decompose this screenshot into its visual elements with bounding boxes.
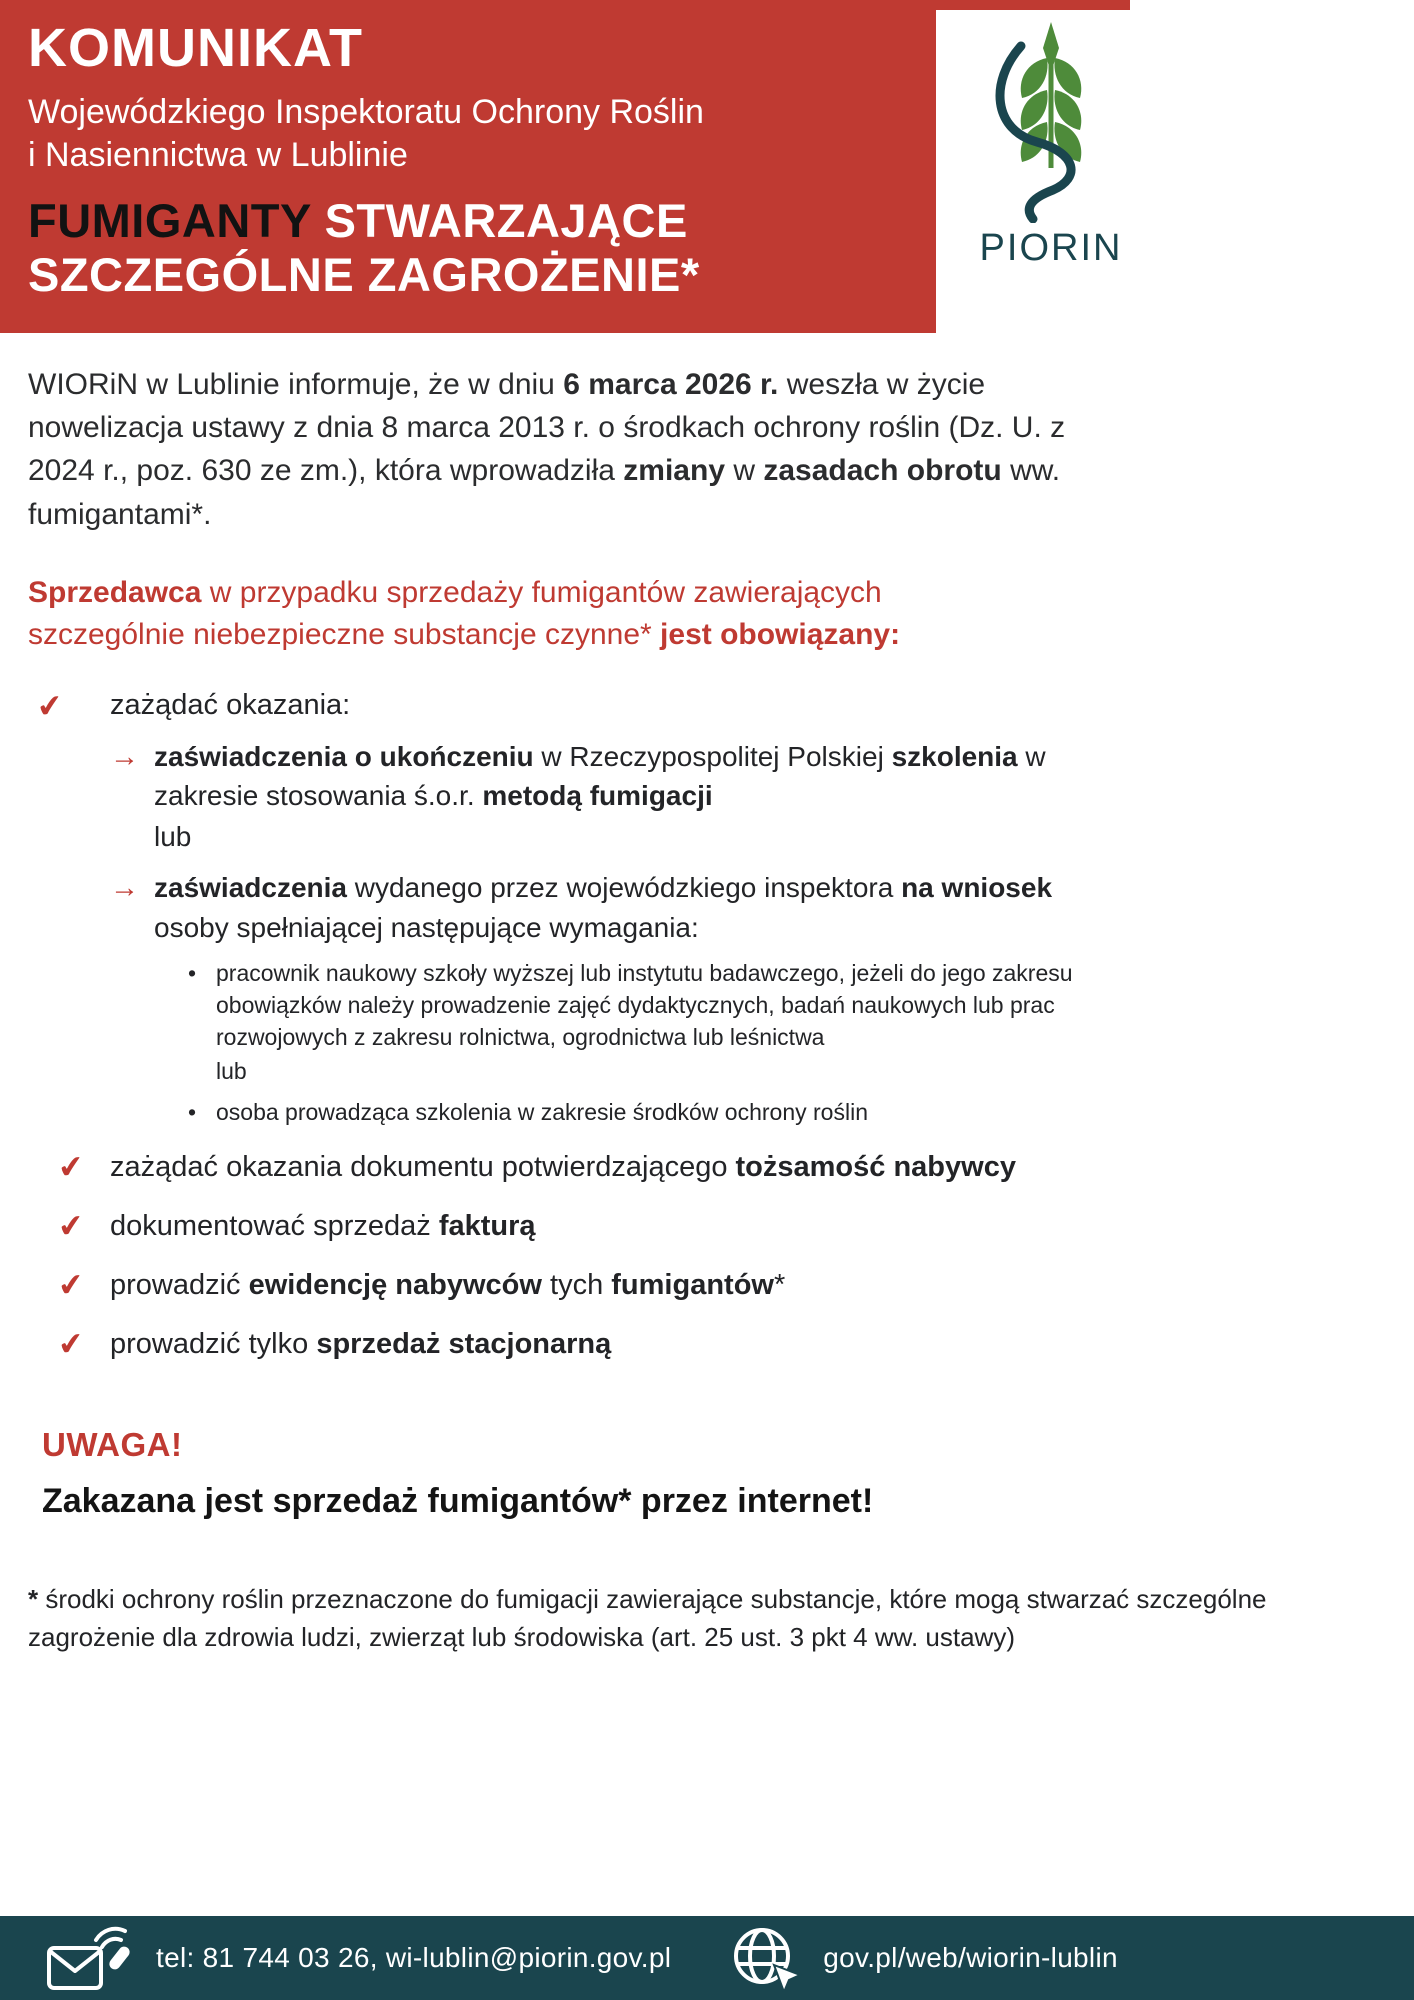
headline-black-segment: FUMIGANTY xyxy=(28,193,312,247)
subtitle-line-1: Wojewódzkiego Inspektoratu Ochrony Roślin xyxy=(28,92,704,131)
page-title: KOMUNIKAT xyxy=(28,18,363,78)
footnote-asterisk: * xyxy=(28,1584,39,1615)
seller-bold: jest obowiązany: xyxy=(651,617,901,651)
headline xyxy=(28,194,910,303)
intro-segment: w xyxy=(725,454,764,488)
intro-segment: weszła w życie nowelizacja ustawy z dnia 8 marca 2013 r. o środkach ochrony roślin (Dz. U. z 2024 r., poz. 630 ze zm.), która wprowadziła xyxy=(28,368,1066,488)
arrow1-bold: szkolenia xyxy=(891,740,1018,772)
piorin-logo xyxy=(945,18,1157,270)
intro-segment: WIORiN w Lublinie informuje, że w dniu xyxy=(28,368,564,401)
check-icon: ✔ xyxy=(56,1266,86,1304)
checklist-item-3 xyxy=(58,1207,1374,1246)
arrow1-bold: metodą fumigacji xyxy=(482,780,713,812)
checklist-item-1-label: zażądać okazania: xyxy=(110,688,351,721)
arrow1-bold: zaświadczenia o ukończeniu xyxy=(154,740,534,772)
intro-bold: zmiany xyxy=(623,454,726,488)
checklist-item-4-text: prowadzić ewidencję nabywców tych fumigantów* xyxy=(110,1269,786,1302)
arrow2-segment: wydanego przez wojewódzkiego inspektora xyxy=(346,872,902,904)
check-icon: ✔ xyxy=(56,1325,86,1363)
checklist-item-5-text: prowadzić tylko sprzedaż stacjonarną xyxy=(110,1328,612,1361)
arrow2-bold: zaświadczenia xyxy=(154,872,347,904)
warning-text: Zakazana jest sprzedaż fumigantów* przez internet! xyxy=(42,1482,874,1521)
red-banner xyxy=(0,0,936,333)
certificate-options xyxy=(110,737,1374,1128)
wheat-icon xyxy=(971,18,1131,223)
checklist-item-1 xyxy=(35,686,1374,1128)
or-separator: lub xyxy=(154,821,192,853)
contact-text: tel: 81 744 03 26, wi-lublin@piorin.gov.pl xyxy=(156,1942,672,1973)
checklist-item-3-text: dokumentować sprzedaż fakturą xyxy=(110,1209,536,1242)
bullet-icon: • xyxy=(188,1098,197,1125)
checklist-item-4 xyxy=(58,1266,1374,1305)
arrow1-segment: w zakresie stosowania ś.o.r. xyxy=(154,740,1046,812)
envelope-phone-icon xyxy=(44,1923,136,1993)
warning-title: UWAGA! xyxy=(42,1426,183,1464)
globe-cursor-icon xyxy=(729,1923,803,1993)
requirement-1-text: pracownik naukowy szkoły wyższej lub instytutu badawczego, jeżeli do jego zakresu obowiązków należy prowadzenie zajęć dydaktycznych, badań naukowych lub prac rozwojowych z zakresu rolnictwa, ogrodnictwa lub leśnictwa lub xyxy=(216,957,1076,1088)
arrow-icon: → xyxy=(110,740,139,773)
check-icon: ✔ xyxy=(56,1147,86,1186)
seller-obligations-paragraph xyxy=(28,572,1028,656)
website-text: gov.pl/web/wiorin-lublin xyxy=(823,1942,1118,1973)
headline-white-segment: STWARZAJĄCE SZCZEGÓLNE ZAGROŻENIE* xyxy=(28,193,700,302)
arrow-option-2-text xyxy=(154,868,1104,1127)
subtitle-line-2: i Nasiennictwa w Lublinie xyxy=(28,136,408,175)
intro-date: 6 marca 2026 r. xyxy=(563,368,779,401)
logo-text: PIORIN xyxy=(979,227,1123,269)
checklist-item-2 xyxy=(58,1148,1374,1187)
arrow-icon: → xyxy=(110,872,139,905)
checklist-item-1-body xyxy=(110,686,1374,1128)
arrow2-bold: na wniosek xyxy=(901,872,1053,904)
check-icon: ✔ xyxy=(35,687,65,725)
arrow-option-2 xyxy=(110,868,1374,1127)
arrow2-segment: osoby spełniającej następujące wymagania: xyxy=(154,911,699,943)
requirements-list xyxy=(154,957,1104,1128)
intro-bold: zasadach obrotu xyxy=(763,454,1002,488)
arrow-option-1 xyxy=(110,737,1374,857)
website-group xyxy=(729,1923,1118,1993)
main-content xyxy=(0,363,1414,1657)
requirement-2-text: osoba prowadząca szkolenia w zakresie środków ochrony roślin xyxy=(216,1098,868,1125)
arrow1-segment: w Rzeczypospolitej Polskiej xyxy=(533,740,892,772)
bullet-icon: • xyxy=(188,959,197,986)
seller-segment: w przypadku sprzedaży fumigantów zawierających szczególnie niebezpieczne substancje czynne* xyxy=(28,575,882,651)
requirement-1 xyxy=(188,957,1104,1088)
check-icon: ✔ xyxy=(56,1207,86,1245)
or-separator: lub xyxy=(216,1058,247,1085)
intro-segment: ww. fumigantami*. xyxy=(28,454,1061,531)
footer-bar xyxy=(0,1916,1414,2000)
requirement-2 xyxy=(188,1096,1104,1128)
obligations-checklist xyxy=(28,686,1374,1365)
warning-block xyxy=(28,1426,1374,1521)
footnote-text: środki ochrony roślin przeznaczone do fumigacji zawierające substancje, które mogą stwarzać szczególne zagrożenie dla zdrowia ludzi, zwierząt lub środowiska (art. 25 ust. 3 pkt 4 ww. ustawy) xyxy=(28,1584,1267,1653)
checklist-item-5 xyxy=(58,1325,1374,1364)
header-subtitle xyxy=(28,91,910,178)
footnote xyxy=(28,1581,1328,1657)
seller-word: Sprzedawca xyxy=(28,575,202,609)
intro-paragraph xyxy=(28,363,1128,536)
header-banner xyxy=(0,0,1414,333)
arrow-option-1-text xyxy=(154,737,1104,857)
contact-group xyxy=(44,1923,671,1993)
checklist-item-2-text: zażądać okazania dokumentu potwierdzającego tożsamość nabywcy xyxy=(110,1150,1016,1183)
